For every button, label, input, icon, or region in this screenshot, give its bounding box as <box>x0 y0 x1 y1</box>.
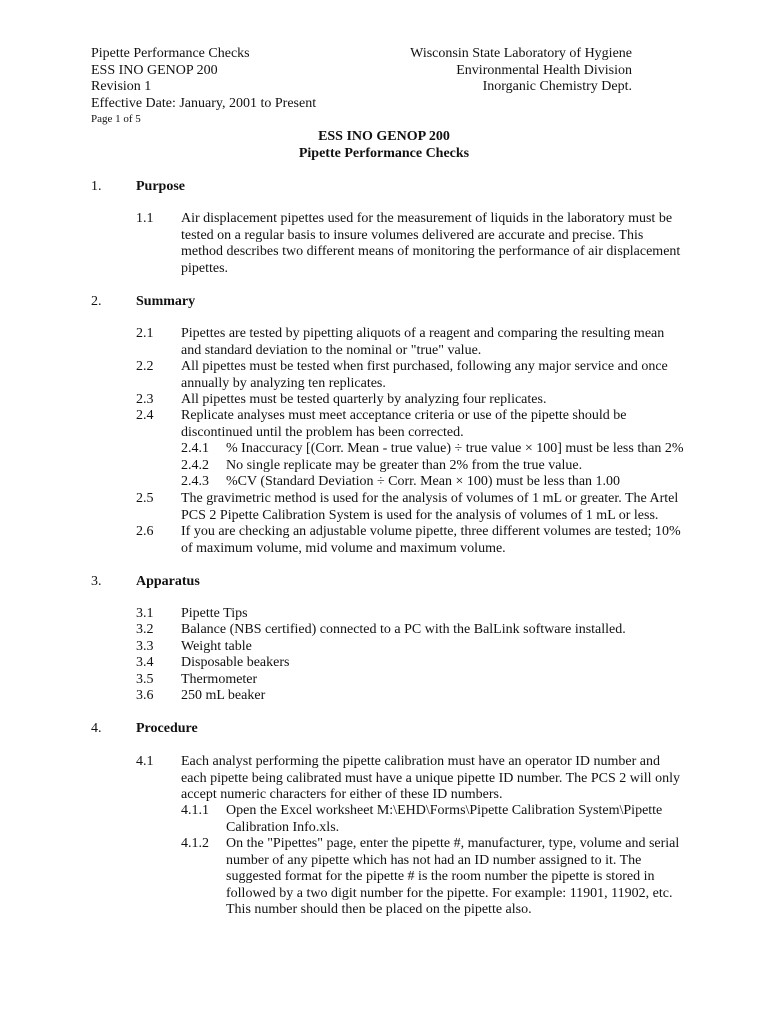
item-text <box>181 524 681 557</box>
section-number: 3. <box>91 574 102 589</box>
item-number: 3.1 <box>136 606 154 621</box>
text-line: discontinued until the problem has been corrected. <box>181 424 464 440</box>
sub-item-number: 4.1.2 <box>181 836 209 851</box>
text-line: No single replicate may be greater than 2% from the true value. <box>226 458 583 473</box>
text-line: of maximum volume, mid volume and maximum volume. <box>181 540 506 556</box>
item-text <box>181 359 681 392</box>
section-title: Summary <box>136 294 196 309</box>
text-line: tested on a regular basis to insure volumes delivered are accurate and precise. This <box>181 227 644 243</box>
text-line: Thermometer <box>181 672 258 687</box>
text-line: % Inaccuracy [(Corr. Mean - true value) ÷ true value × 100] must be less than 2% <box>226 441 684 456</box>
item-number: 2.5 <box>136 491 154 506</box>
text-line: PCS 2 Pipette Calibration System is used for the analysis of volumes of 1 mL or less. <box>181 507 659 523</box>
item-number: 3.5 <box>136 672 154 687</box>
text-line: If you are checking an adjustable volume pipette, three different volumes are tested; 10% <box>181 524 681 539</box>
text-line: method describes two different means of monitoring the performance of air displacement <box>181 244 681 259</box>
text-line: Weight table <box>181 639 252 654</box>
item-text <box>181 639 681 656</box>
title-name: Pipette Performance Checks <box>298 145 470 161</box>
text-line: Disposable beakers <box>181 655 290 670</box>
item-number: 2.3 <box>136 392 154 407</box>
text-line: and standard deviation to the nominal or "true" value. <box>181 342 482 358</box>
text-line: Pipette Tips <box>181 606 248 621</box>
text-line: followed by a two digit number for the pipette. For example: 11901, 11902, etc. <box>226 885 673 901</box>
item-number: 3.2 <box>136 622 154 637</box>
section-number: 2. <box>91 294 102 309</box>
item-number: 1.1 <box>136 211 154 226</box>
item-text <box>181 491 681 524</box>
text-line: Balance (NBS certified) connected to a PC with the BalLink software installed. <box>181 622 626 637</box>
item-number: 2.2 <box>136 359 154 374</box>
header-division: Environmental Health Division <box>456 62 632 78</box>
sub-item-number: 4.1.1 <box>181 803 209 818</box>
sub-item-text <box>226 458 686 475</box>
text-line: Calibration Info.xls. <box>226 819 340 835</box>
item-text <box>181 326 681 359</box>
item-number: 2.6 <box>136 524 154 539</box>
sub-item-text <box>226 474 686 491</box>
item-text <box>181 622 681 639</box>
item-text <box>181 688 681 705</box>
sub-item-number: 2.4.2 <box>181 458 209 473</box>
text-line: Replicate analyses must meet acceptance criteria or use of the pipette should be <box>181 408 627 423</box>
header-left <box>91 46 316 126</box>
section-title: Purpose <box>136 179 185 194</box>
section-number: 1. <box>91 179 102 194</box>
sub-item-number: 2.4.3 <box>181 474 209 489</box>
text-line: Air displacement pipettes used for the measurement of liquids in the laboratory must be <box>181 211 673 226</box>
header-revision: Revision 1 <box>91 79 152 94</box>
item-text <box>181 754 681 804</box>
sub-item-number: 2.4.1 <box>181 441 209 456</box>
section-title: Procedure <box>136 721 198 736</box>
text-line: All pipettes must be tested quarterly by analyzing four replicates. <box>181 392 547 407</box>
document-title <box>0 129 768 162</box>
item-text <box>181 392 681 409</box>
text-line: Open the Excel worksheet M:\EHD\Forms\Pipette Calibration System\Pipette <box>226 803 663 818</box>
header-right <box>410 46 632 96</box>
text-line: Each analyst performing the pipette calibration must have an operator ID number and <box>181 754 660 769</box>
text-line: On the "Pipettes" page, enter the pipette #, manufacturer, type, volume and serial <box>226 836 680 851</box>
text-line: %CV (Standard Deviation ÷ Corr. Mean × 100) must be less than 1.00 <box>226 474 621 489</box>
header-doc-name: Pipette Performance Checks <box>91 46 250 61</box>
item-text <box>181 606 681 623</box>
text-line: The gravimetric method is used for the analysis of volumes of 1 mL or greater. The Artel <box>181 491 679 506</box>
sub-item-text <box>226 441 686 458</box>
item-number: 3.3 <box>136 639 154 654</box>
item-number: 3.6 <box>136 688 154 703</box>
header-organization: Wisconsin State Laboratory of Hygiene <box>410 46 632 61</box>
text-line: pipettes. <box>181 260 229 276</box>
title-code: ESS INO GENOP 200 <box>318 129 450 144</box>
text-line: All pipettes must be tested when first purchased, following any major service and once <box>181 359 668 374</box>
item-text <box>181 408 681 441</box>
item-text <box>181 655 681 672</box>
header-doc-code: ESS INO GENOP 200 <box>91 62 218 78</box>
text-line: each pipette being calibrated must have a unique pipette ID number. The PCS 2 will only <box>181 770 680 786</box>
section-title: Apparatus <box>136 574 200 589</box>
text-line: This number should then be placed on the pipette also. <box>226 902 532 917</box>
item-number: 2.4 <box>136 408 154 423</box>
item-number: 4.1 <box>136 754 154 769</box>
item-number: 3.4 <box>136 655 154 670</box>
sub-item-text <box>226 803 686 836</box>
item-text <box>181 672 681 689</box>
text-line: number of any pipette which has not had an ID number assigned to it. The <box>226 852 642 868</box>
text-line: suggested format for the pipette # is the room number the pipette is stored in <box>226 869 655 884</box>
sub-item-text <box>226 836 686 919</box>
header-page-number: Page 1 of 5 <box>91 113 141 125</box>
text-line: annually by analyzing ten replicates. <box>181 375 386 391</box>
header-department: Inorganic Chemistry Dept. <box>482 79 632 94</box>
text-line: 250 mL beaker <box>181 688 266 703</box>
item-text <box>181 211 681 277</box>
text-line: Pipettes are tested by pipetting aliquots of a reagent and comparing the resulting mean <box>181 326 665 341</box>
item-number: 2.1 <box>136 326 154 341</box>
header-effective-date: Effective Date: January, 2001 to Present <box>91 95 317 111</box>
section-number: 4. <box>91 721 102 736</box>
text-line: accept numeric characters for either of these ID numbers. <box>181 787 503 802</box>
